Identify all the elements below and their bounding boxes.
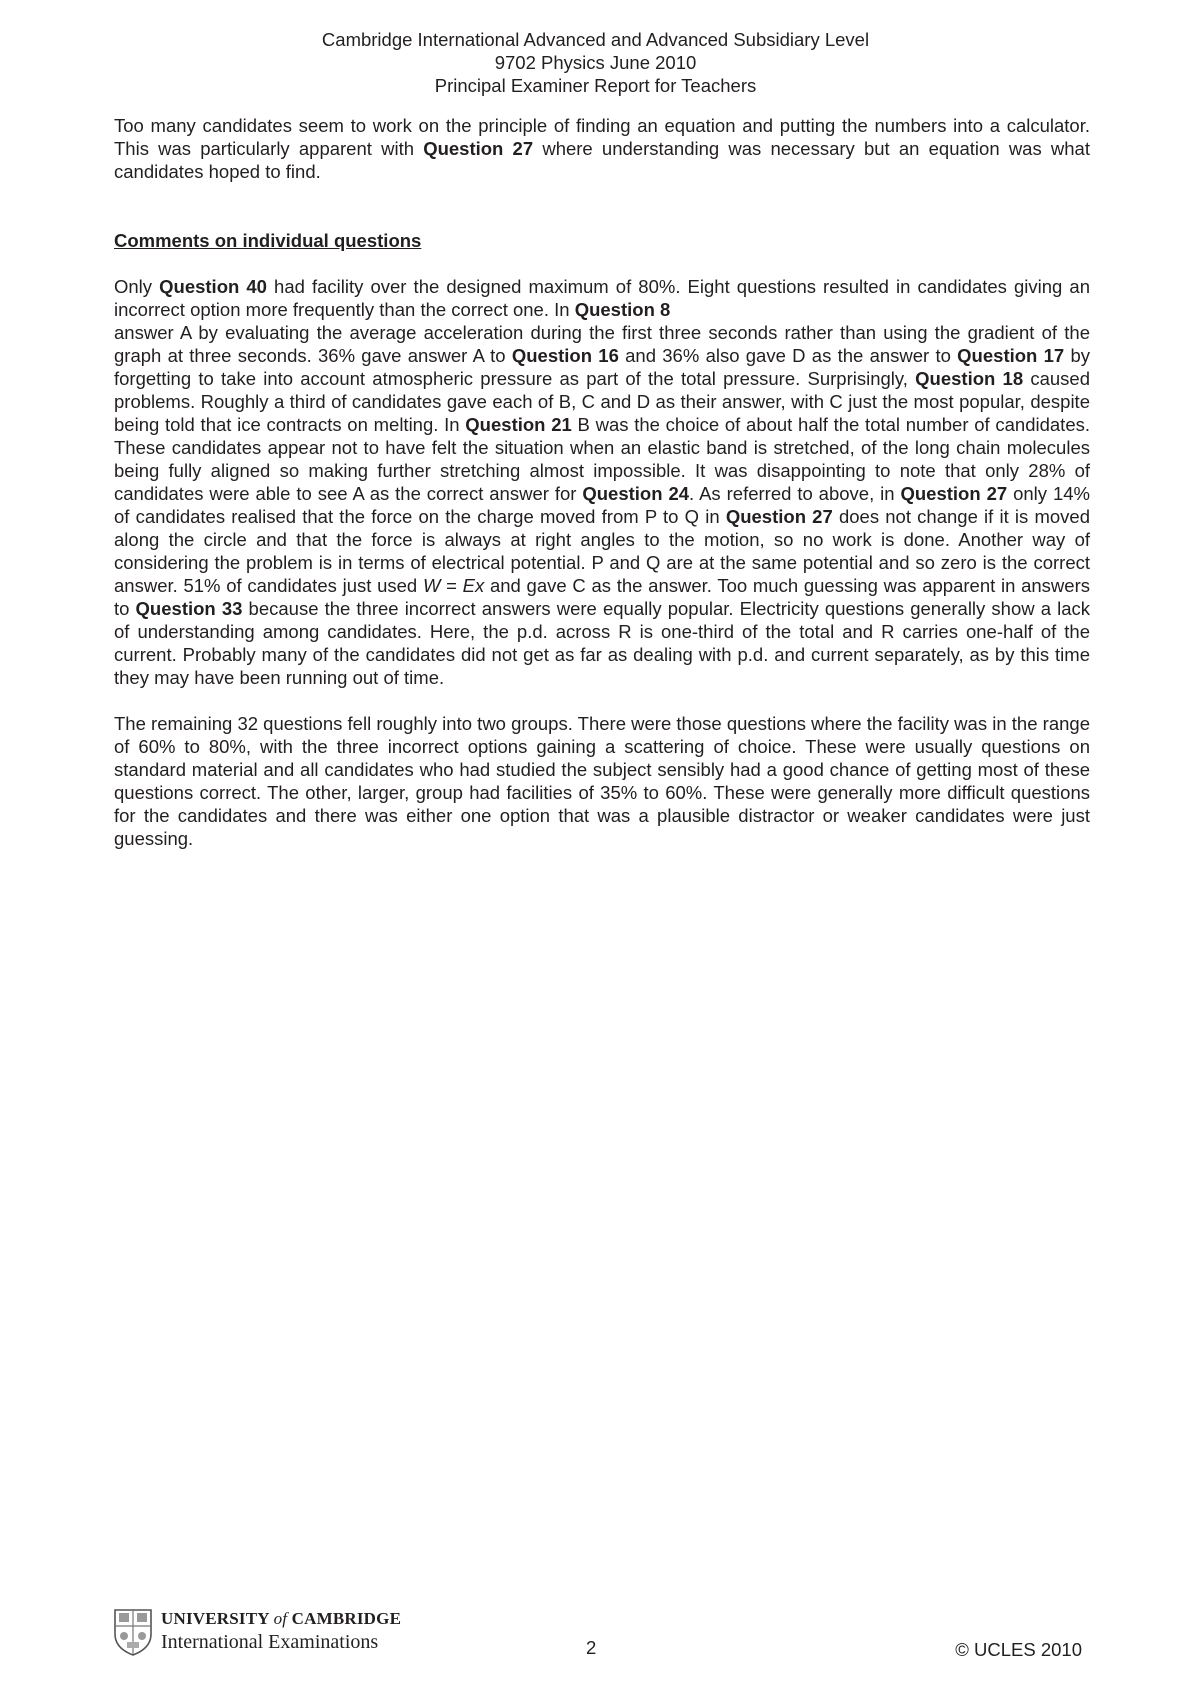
text-run: Only <box>114 276 160 297</box>
bold-question-ref: Question 27 <box>900 483 1008 504</box>
bold-question-ref: Question 18 <box>915 368 1024 389</box>
page-footer <box>0 1608 1191 1668</box>
text-run: had facility over the designed maximum of 80%. Eight questions resulted in candidates giving an incorrect option more frequently than the correct one. In <box>114 276 1091 320</box>
bold-question-ref: Question 16 <box>511 345 619 366</box>
report-body <box>114 114 1090 850</box>
cambridge-crest-icon <box>113 1608 153 1656</box>
text-run: by forgetting to take into account atmospheric pressure as part of the total pressure. Surprisingly, <box>114 345 1090 389</box>
text-run: The remaining 32 questions fell roughly into two groups. There were those questions where the facility was in the range of 60% to 80%, with the three incorrect options gaining a scattering of choice. These were usually questions on standard material and all candidates who had studied the subject sensibly had a good chance of getting most of these questions correct. The other, larger, group had facilities of 35% to 60%. These were generally more difficult questions for the candidates and there was either one option that was a plausible distractor or weaker candidates were just guessing. <box>114 713 1090 849</box>
logo-of: of <box>273 1609 288 1628</box>
page-number: 2 <box>586 1637 597 1658</box>
bold-question-ref: Question 27 <box>725 506 833 527</box>
header-line-3: Principal Examiner Report for Teachers <box>434 75 757 96</box>
text-run: = <box>440 575 463 596</box>
logo-university: UNIVERSITY <box>161 1609 270 1628</box>
text-run: and 36% also gave D as the answer to <box>618 345 958 366</box>
text-run: where understanding was necessary but an equation was what candidates hoped to find. <box>114 138 1090 182</box>
bold-question-ref: Question 33 <box>135 598 243 619</box>
text-run: and gave C as the answer. Too much guessing was apparent in answers to <box>114 575 1090 619</box>
paragraph-individual-questions <box>114 275 1090 689</box>
italic-symbol: Ex <box>462 575 485 596</box>
text-run: because the three incorrect answers were equally popular. Electricity questions generally show a lack of understanding among candidates. Here, the p.d. across R is one-third of the total and R carries one-half of the current. Probably many of the candidates did not get as far as dealing with p.d. and current separately, as by this time they may have been running out of time. <box>114 598 1091 688</box>
copyright: © UCLES 2010 <box>955 1639 1082 1660</box>
section-heading: Comments on individual questions <box>114 230 422 251</box>
bold-question-ref: Question 8 <box>574 299 671 320</box>
text-run: . As referred to above, in <box>689 483 901 504</box>
text-run: caused problems. Roughly a third of candidates gave each of B, C and D as their answer, with C just the most popular, despite being told that ice contracts on melting. In <box>114 368 1091 435</box>
text-run: answer A by evaluating the average acceleration during the first three seconds rather than using the gradient of the graph at three seconds. 36% gave answer A to <box>114 322 1090 366</box>
header-line-1: Cambridge International Advanced and Advanced Subsidiary Level <box>321 29 870 50</box>
text-run: does not change if it is moved along the circle and that the force is always at right angles to the motion, so no work is done. Another way of considering the problem is in terms of electrical potential. P and Q are at the same potential and so zero is the correct answer. 51% of candidates just used <box>114 506 1090 596</box>
logo-international-examinations: International Examinations <box>161 1631 379 1653</box>
text-run: only 14% of candidates realised that the force on the charge moved from P to Q in <box>114 483 1090 527</box>
bold-question-ref: Question 40 <box>159 276 267 297</box>
header-line-2: 9702 Physics June 2010 <box>494 52 697 73</box>
intro-paragraph <box>114 114 1090 183</box>
cambridge-logo <box>113 1608 401 1656</box>
italic-symbol: W <box>422 575 441 596</box>
text-run: B was the choice of about half the total number of candidates. These candidates appear not to have felt the situation when an elastic band is stretched, of the long chain molecules being fully aligned so making further stretching almost impossible. It was disappointing to note that only 28% of candidates were able to see A as the correct answer for <box>114 414 1090 504</box>
logo-cambridge: CAMBRIDGE <box>291 1609 402 1628</box>
bold-question-ref: Question 24 <box>582 483 690 504</box>
paragraph-remaining-questions <box>114 712 1090 850</box>
page-header <box>0 28 1191 97</box>
bold-question-ref: Question 17 <box>957 345 1065 366</box>
text-run: Too many candidates seem to work on the principle of finding an equation and putting the numbers into a calculator. This was particularly apparent with <box>114 115 1090 159</box>
bold-question-ref: Question 27 <box>423 138 534 159</box>
bold-question-ref: Question 21 <box>465 414 572 435</box>
